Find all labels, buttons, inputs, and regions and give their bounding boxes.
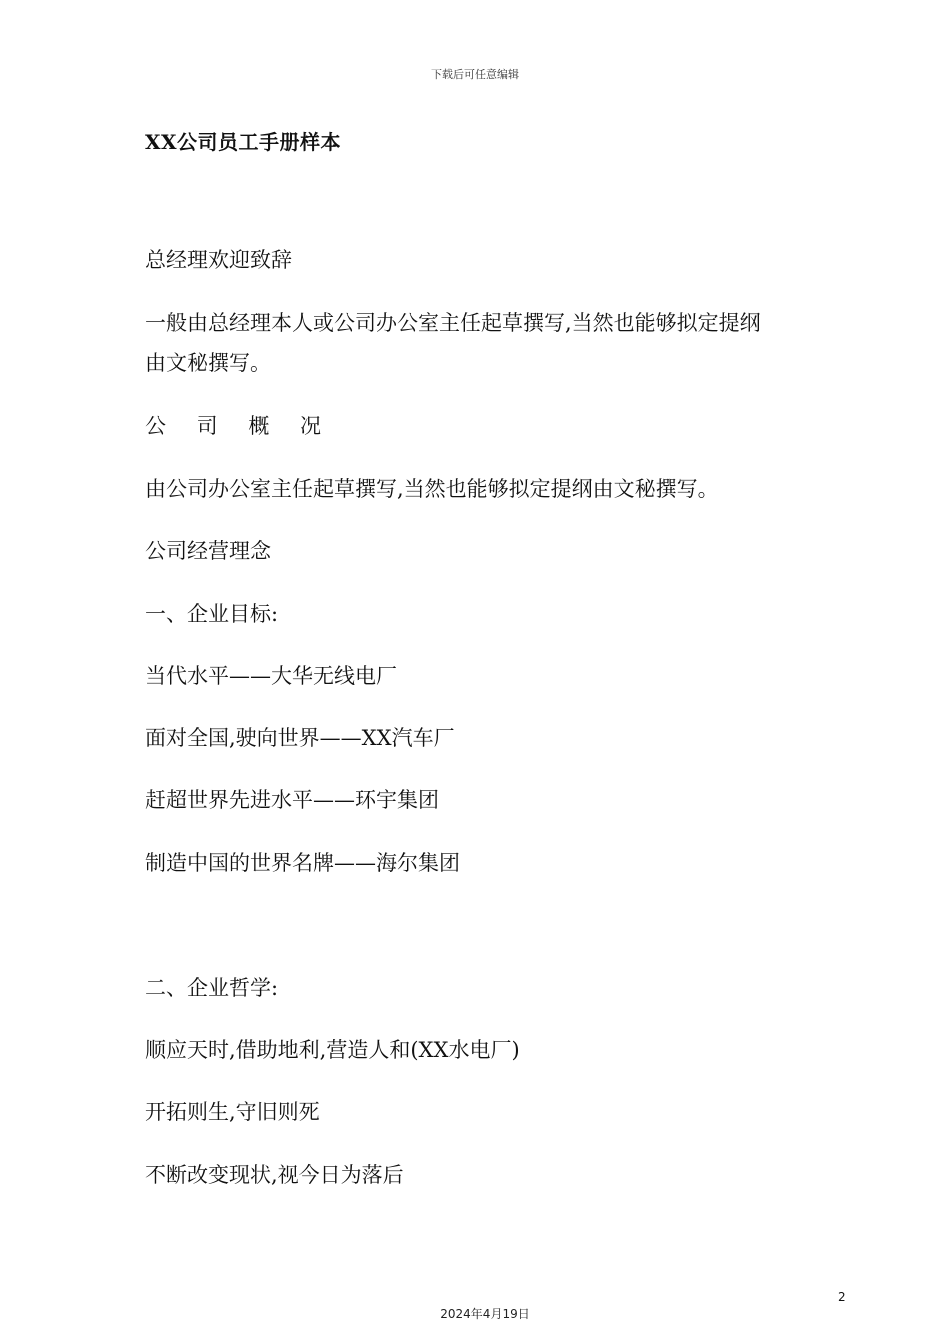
paragraph-welcome-desc-line-2: 由文秘撰写。	[145, 351, 271, 375]
list-item-goal: 制造中国的世界名牌——海尔集团	[145, 851, 460, 875]
page-number: 2	[838, 1290, 846, 1304]
list-item-goal: 面对全国,驶向世界——XX汽车厂	[145, 726, 455, 750]
list-item-philosophy: 不断改变现状,视今日为落后	[145, 1163, 404, 1187]
heading-enterprise-goals: 一、企业目标:	[145, 602, 279, 626]
heading-company-overview: 公 司 概 况	[145, 414, 334, 438]
list-item-philosophy: 顺应天时,借助地利,营造人和(XX水电厂)	[145, 1038, 520, 1062]
list-item-philosophy: 开拓则生,守旧则死	[145, 1100, 320, 1124]
heading-enterprise-philosophy: 二、企业哲学:	[145, 976, 279, 1000]
heading-welcome-speech: 总经理欢迎致辞	[145, 248, 292, 272]
paragraph-overview-desc: 由公司办公室主任起草撰写,当然也能够拟定提纲由文秘撰写。	[145, 477, 719, 501]
page-header-note: 下载后可任意编辑	[431, 68, 519, 81]
list-item-goal: 当代水平——大华无线电厂	[145, 664, 397, 688]
list-item-goal: 赶超世界先进水平——环宇集团	[145, 788, 439, 812]
paragraph-welcome-desc-line-1: 一般由总经理本人或公司办公室主任起草撰写,当然也能够拟定提纲	[145, 311, 761, 335]
footer-date: 2024年4月19日	[440, 1307, 530, 1321]
document-title: XX公司员工手册样本	[145, 130, 342, 154]
heading-business-philosophy: 公司经营理念	[145, 539, 271, 563]
